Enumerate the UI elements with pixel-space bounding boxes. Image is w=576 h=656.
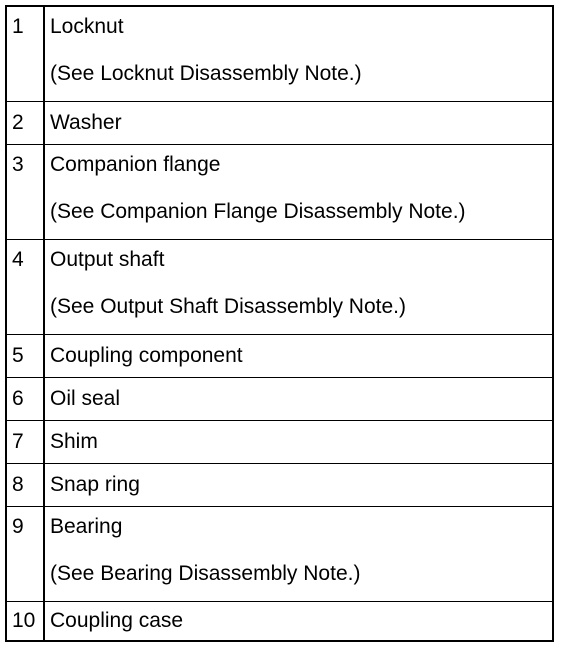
- disassembly-note: (See Output Shaft Disassembly Note.): [50, 295, 406, 318]
- row-number: 4: [12, 248, 24, 271]
- part-name: Coupling case: [50, 609, 184, 632]
- table-row: [6, 145, 553, 240]
- table-row: [6, 6, 553, 102]
- part-name: Bearing: [50, 515, 123, 538]
- row-description-cell: [44, 6, 553, 102]
- row-description-cell: [44, 421, 553, 464]
- row-number: 9: [12, 515, 24, 538]
- disassembly-note: (See Companion Flange Disassembly Note.): [50, 200, 466, 223]
- row-description-cell: [44, 335, 553, 378]
- disassembly-note: (See Bearing Disassembly Note.): [50, 562, 361, 585]
- part-name: Washer: [50, 111, 122, 134]
- row-description-cell: [44, 507, 553, 602]
- row-number: 10: [12, 609, 36, 632]
- part-name: Companion flange: [50, 153, 221, 176]
- row-number-cell: [6, 464, 44, 507]
- table-row: [6, 240, 553, 335]
- part-name: Shim: [50, 430, 98, 453]
- row-number: 8: [12, 473, 24, 496]
- row-description-cell: [44, 145, 553, 240]
- row-number-cell: [6, 421, 44, 464]
- part-name: Output shaft: [50, 248, 165, 271]
- row-number-cell: [6, 145, 44, 240]
- disassembly-note: (See Locknut Disassembly Note.): [50, 62, 362, 85]
- row-number-cell: [6, 602, 44, 642]
- part-name: Coupling component: [50, 344, 243, 367]
- table-row: [6, 507, 553, 602]
- row-number-cell: [6, 6, 44, 102]
- row-number-cell: [6, 335, 44, 378]
- table-row: [6, 421, 553, 464]
- row-number-cell: [6, 240, 44, 335]
- row-number: 3: [12, 153, 24, 176]
- part-name: Snap ring: [50, 473, 140, 496]
- row-description-cell: [44, 602, 553, 642]
- table-row: [6, 102, 553, 145]
- row-description-cell: [44, 464, 553, 507]
- row-description-cell: [44, 240, 553, 335]
- row-number: 7: [12, 430, 24, 453]
- row-number: 1: [12, 15, 24, 38]
- row-number: 2: [12, 111, 24, 134]
- table-row: [6, 602, 553, 642]
- row-number-cell: [6, 507, 44, 602]
- part-name: Oil seal: [50, 387, 121, 410]
- parts-table: [5, 5, 554, 642]
- part-name: Locknut: [50, 15, 124, 38]
- row-description-cell: [44, 102, 553, 145]
- row-number: 6: [12, 387, 24, 410]
- row-description-cell: [44, 378, 553, 421]
- table-row: [6, 464, 553, 507]
- table-row: [6, 378, 553, 421]
- row-number-cell: [6, 102, 44, 145]
- row-number-cell: [6, 378, 44, 421]
- row-number: 5: [12, 344, 24, 367]
- table-row: [6, 335, 553, 378]
